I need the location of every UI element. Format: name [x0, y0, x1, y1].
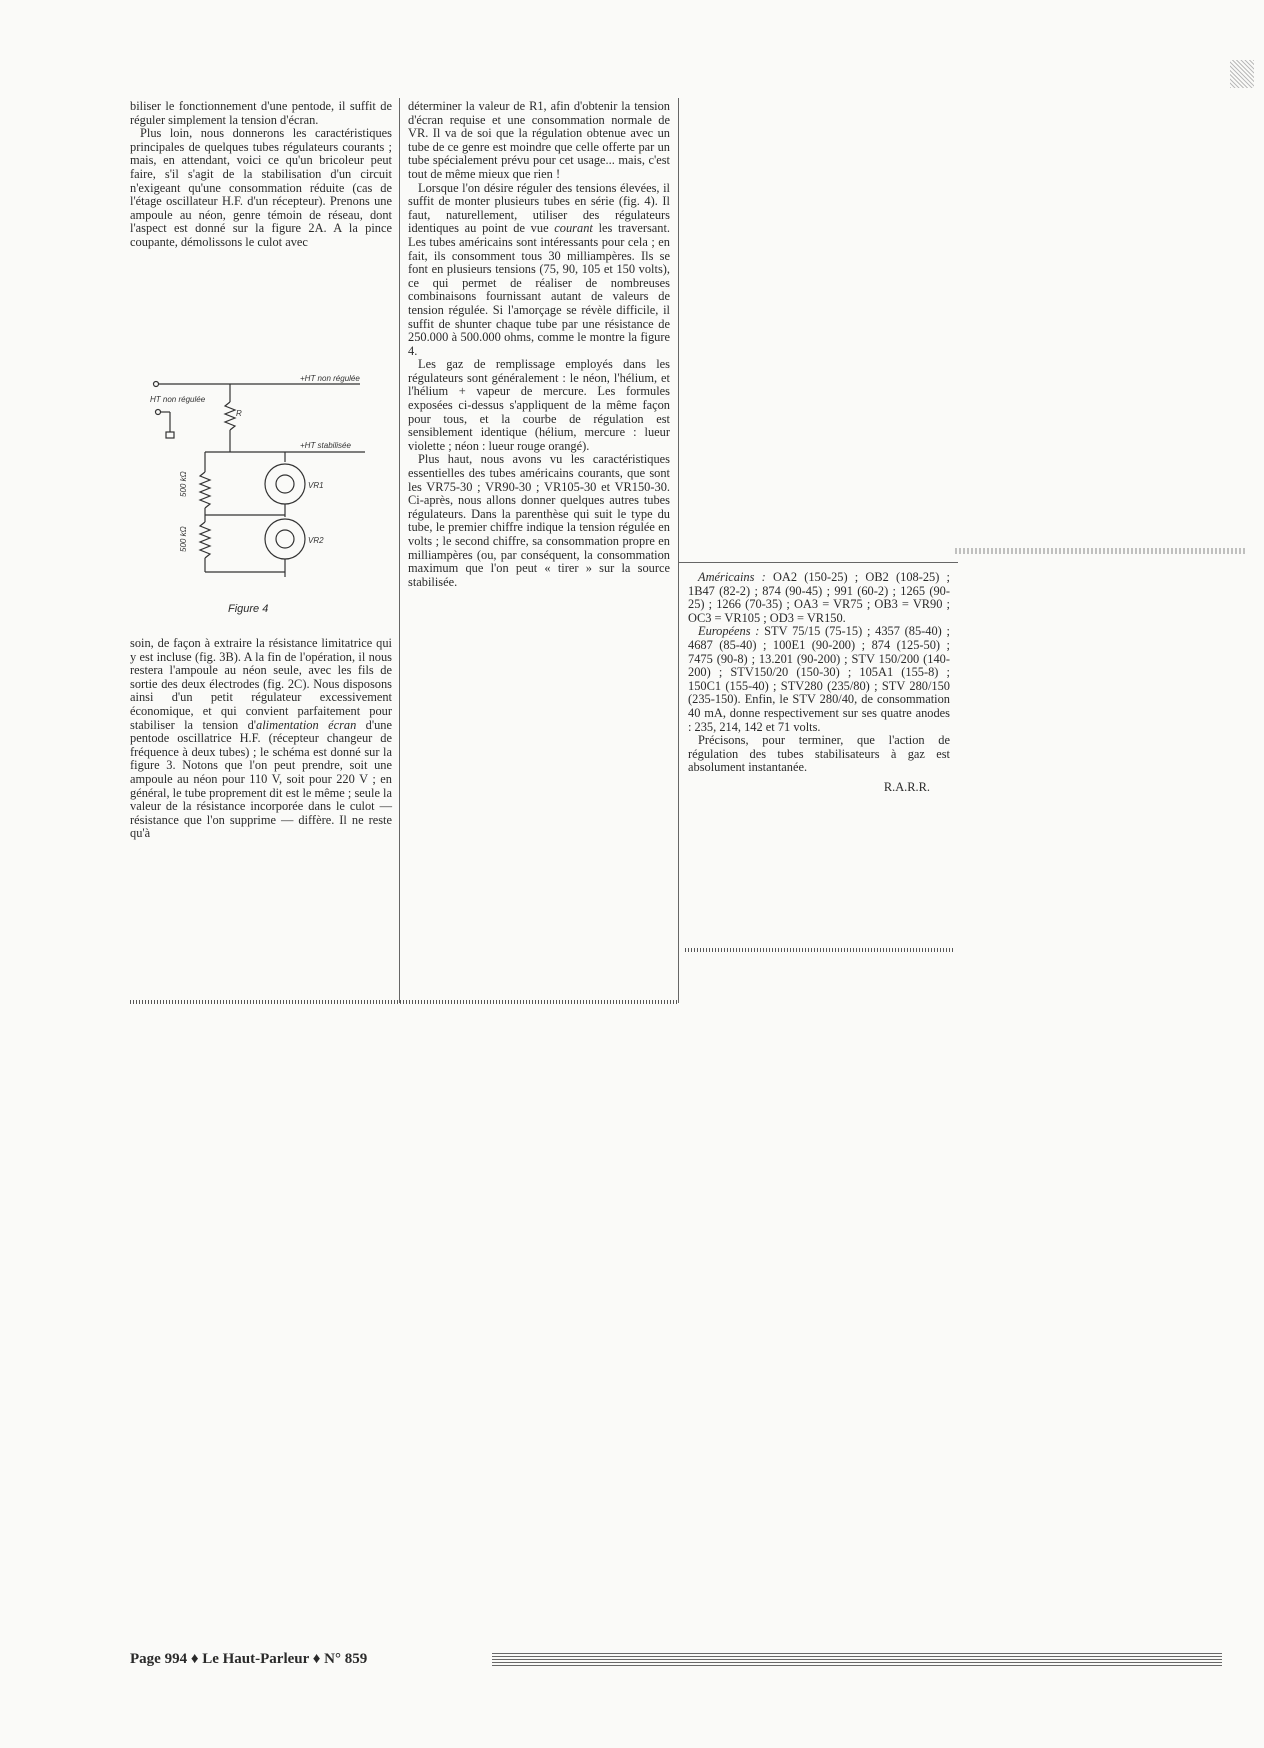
column-divider: [399, 98, 400, 1003]
resistor-500k-2: [200, 522, 210, 558]
label-vr2: VR2: [308, 536, 324, 545]
corner-stamp: [1230, 60, 1254, 88]
dotted-separator: [685, 948, 955, 952]
terminal: [156, 410, 161, 415]
footer-decoration: [492, 1653, 1222, 1667]
paragraph: biliser le fonctionnement d'une pentode, il suffit de réguler simplement la tension d'écran.: [130, 99, 392, 127]
signature: R.A.R.R.: [883, 779, 930, 794]
label-unregulated-top: +HT non régulée: [300, 374, 360, 383]
paragraph: Les gaz de remplissage employés dans les régulateurs sont généralement : le néon, l'hélium, et l'hélium + vapeur de mercure. Les formules exposées ci-dessus s'appliquent de la même façon pour tous, et la courbe de régulation est sensiblement identique (hélium, mercure : lueur violette ; néon : lueur rouge orangé).: [408, 357, 670, 453]
label-resistor-2: 500 kΩ: [179, 526, 188, 552]
label-unregulated-left: HT non régulée: [150, 395, 206, 404]
ground-symbol: [166, 432, 174, 438]
resistor-r: [225, 402, 235, 430]
label-resistor-1: 500 kΩ: [179, 471, 188, 497]
column-2: [408, 100, 670, 589]
figure-caption: Figure 4: [228, 603, 269, 615]
paragraph: Plus haut, nous avons vu les caractéristiques essentielles des tubes américains courants, que sont les VR75-30 ; VR90-30 ; VR105-30 et VR150-30. Ci-après, nous allons donner quelques autres tubes régulateurs. Dans la parenthèse qui suit le type du tube, le premier chiffre indique la tension régulée en volts ; le second chiffre, sa consommation propre en milliampères (ou, par conséquent, la consommation maximum que l'on peut « tirer » sur la source stabilisée.: [408, 452, 670, 589]
resistor-500k-1: [200, 472, 210, 508]
tube-vr1: [265, 464, 305, 504]
paragraph: déterminer la valeur de R1, afin d'obtenir la tension d'écran requise et une consommation normale de VR. Il va de soi que la régulation obtenue avec un tube de ce genre est moindre que celle offerte par un tube spécialement prévu pour cet usage... mais, c'est tout de même mieux que rien !: [408, 99, 670, 181]
page-footer: Page 994 ♦ Le Haut-Parleur ♦ N° 859: [130, 1651, 368, 1667]
paragraph-americains: Américains : OA2 (150-25) ; OB2 (108-25) ; 1B47 (82-2) ; 874 (90-45) ; 991 (60-2) ; 1265 (90-25) ; 1266 (70-35) ; OA3 = VR75 ; OB3 = VR90 ; OC3 = VR105 ; OD3 = VR150.: [688, 570, 950, 625]
column-1-top: [130, 100, 392, 250]
terminal: [154, 382, 159, 387]
column-1-bottom: [130, 637, 392, 841]
paragraph: Plus loin, nous donnerons les caractéristiques principales de quelques tubes régulateurs courants ; mais, en attendant, voici ce qu'un bricoleur peut faire, s'il s'agit de la stabilisation d'un circuit n'exigeant qu'une consommation réduite (cas de l'étage oscillateur H.F. d'un récepteur). Prenons une ampoule au néon, genre témoin de réseau, dont l'aspect est donné sur la figure 2A. A la pince coupante, démolissons le culot avec: [130, 126, 392, 249]
dotted-separator: [130, 1000, 678, 1004]
faded-bleed-text: [955, 548, 1245, 554]
column-divider: [678, 98, 679, 1003]
paragraph: soin, de façon à extraire la résistance limitatrice qui y est incluse (fig. 3B). A la fin de l'opération, il nous restera l'ampoule au néon seule, avec les fils de sortie des deux électrodes (fig. 2C). Nous disposons ainsi d'un petit régulateur excessivement économique, et qui convient parfaitement pour stabiliser la tension d'alimentation écran d'une pentode oscillatrice H.F. (récepteur changeur de fréquence à deux tubes) ; le schéma est donné sur la figure 3. Notons que l'on peut prendre, soit une ampoule au néon pour 110 V, soit pour 220 V ; en général, le tube proprement dit est le même ; seule la valeur de la résistance incorporée dans le culot — résistance que l'on supprime — diffère. Il ne reste qu'à: [130, 636, 392, 841]
paragraph-europeens: Européens : STV 75/15 (75-15) ; 4357 (85-40) ; 4687 (85-40) ; 100E1 (90-200) ; 874 (125-50) ; 7475 (90-8) ; 13.201 (90-200) ; STV 150/200 (140-200) ; STV150/20 (150-30) ; 105A1 (155-8) ; 150C1 (155-40) ; STV280 (235/80) ; STV 280/150 (235-150). Enfin, le STV 280/40, de consommation 40 mA, donne respectivement sur ses quatre anodes : 235, 214, 142 et 71 volts.: [688, 624, 950, 734]
box-rule: [678, 562, 958, 563]
label-r: R: [236, 409, 242, 418]
column-3: [688, 571, 950, 795]
paragraph-conclusion: Précisons, pour terminer, que l'action de régulation des tubes stabilisateurs à gaz est absolument instantanée.: [688, 733, 950, 775]
tube-vr2: [265, 519, 305, 559]
label-stabilized: +HT stabilisée: [300, 441, 351, 450]
label-vr1: VR1: [308, 481, 324, 490]
figure-4-circuit-diagram: [150, 372, 390, 622]
paragraph: Lorsque l'on désire réguler des tensions élevées, il suffit de monter plusieurs tubes en série (fig. 4). Il faut, naturellement, utiliser des régulateurs identiques au point de vue courant les traversant. Les tubes américains sont intéressants pour cela ; en fait, ils consomment tous 30 milliampères. Ils se font en plusieurs tensions (75, 90, 105 et 150 volts), ce qui permet de réaliser de nombreuses combinaisons fournissant autant de valeurs de tension régulée. Si l'amorçage se révèle difficile, il suffit de shunter chaque tube par une résistance de 250.000 à 500.000 ohms, comme le montre la figure 4.: [408, 180, 670, 358]
